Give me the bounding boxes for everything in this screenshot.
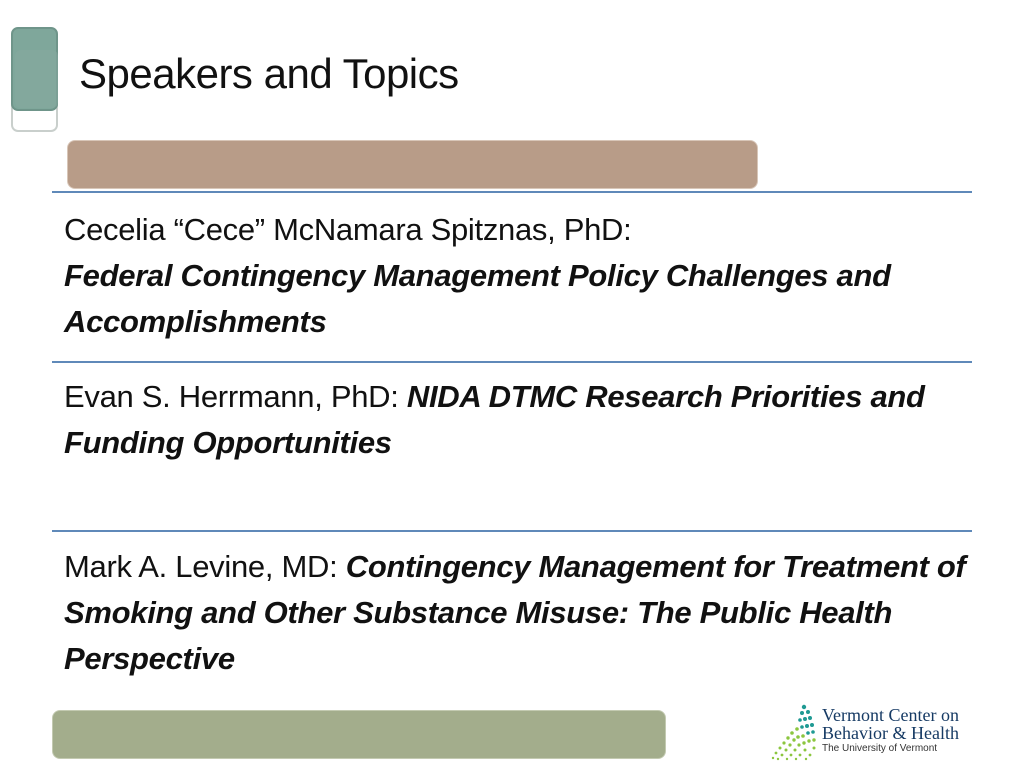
speaker-row-3 xyxy=(64,544,969,682)
divider-line xyxy=(52,530,972,532)
logo-line-3: The University of Vermont xyxy=(822,743,938,754)
decorative-tab-shade xyxy=(15,50,58,108)
speaker-topic: Contingency Management for Treatment of Smoking and Other Substance Misuse: The Public Health Perspective xyxy=(64,549,966,676)
vermont-center-logo xyxy=(770,703,980,761)
bottom-accent-bar xyxy=(53,711,665,758)
divider-line xyxy=(52,191,972,193)
divider-line xyxy=(52,361,972,363)
speaker-row-1 xyxy=(64,207,969,345)
speaker-row-2 xyxy=(64,374,969,466)
speaker-name: Mark A. Levine, MD: xyxy=(64,549,338,584)
logo-dots-icon xyxy=(770,703,822,761)
speaker-topic: NIDA DTMC Research Priorities and Funding Opportunities xyxy=(64,379,925,460)
speaker-name: Cecelia “Cece” McNamara Spitznas, PhD: xyxy=(64,212,632,247)
logo-line-1: Vermont Center on xyxy=(822,705,959,725)
logo-line-2: Behavior & Health xyxy=(822,723,959,743)
slide-title: Speakers and Topics xyxy=(79,50,459,97)
speaker-topic: Federal Contingency Management Policy Challenges and Accomplishments xyxy=(64,258,891,339)
logo-text xyxy=(822,706,959,755)
top-accent-bar xyxy=(68,141,757,188)
speaker-name: Evan S. Herrmann, PhD: xyxy=(64,379,399,414)
